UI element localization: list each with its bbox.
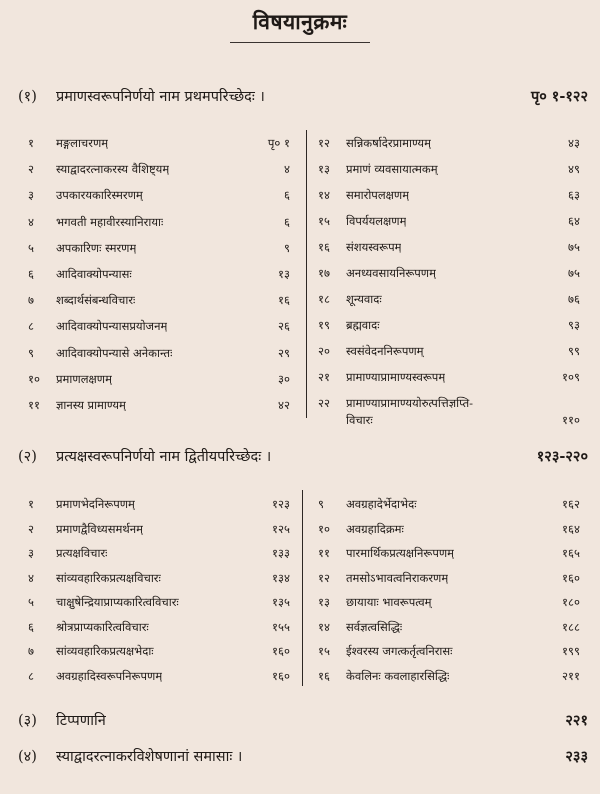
toc-entry-page: १६५: [562, 546, 580, 560]
toc-entry-number: २: [28, 162, 34, 177]
section-4-number: (४): [18, 749, 37, 765]
toc-entry-page: १२५: [272, 521, 290, 536]
toc-entry-page: १३: [278, 267, 290, 281]
toc-entry-page: ६: [284, 188, 290, 203]
toc-entry-title: पारमार्थिकप्रत्यक्षनिरूपणम्: [346, 546, 455, 560]
toc-entry-title: संशयस्वरूपम्: [346, 240, 402, 254]
toc-entry-title: आदिवाक्योपन्यासः: [56, 267, 132, 281]
toc-entry-title: ब्रह्मवादः: [346, 318, 380, 332]
toc-entry-page: ९: [284, 240, 290, 255]
toc-entry-number: १९: [318, 318, 330, 332]
toc-entry-title: स्याद्वादरत्नाकरस्य वैशिष्ट्यम्: [56, 162, 170, 177]
toc-entry-page: २११: [562, 668, 580, 683]
toc-entry-page: ६४: [568, 214, 580, 228]
toc-entry-title: शून्यवादः: [346, 292, 382, 306]
toc-entry-number: ११: [28, 398, 40, 412]
toc-entry-title: शब्दार्थसंबन्धविचारः: [56, 293, 136, 308]
toc-entry-page: १६०: [272, 668, 290, 683]
toc-entry-page: २६: [278, 319, 290, 334]
section-4-pages: २३३: [565, 748, 588, 765]
toc-entry-page: ३०: [278, 371, 290, 386]
section-4-title: स्याद्वादरत्नाकरविशेषणानां समासाः ।: [56, 749, 243, 765]
section-2-pages: १२३-२२०: [536, 448, 588, 465]
toc-entry-number: ३: [28, 188, 34, 203]
toc-entry-title: सांव्यवहारिकप्रत्यक्षभेदाः: [56, 644, 154, 658]
section-1-pages: पृ० १-१२२: [530, 88, 588, 105]
toc-entry-title: भगवती महावीरस्यानिरायाः: [56, 214, 164, 229]
toc-entry-page: १८०: [562, 595, 580, 609]
section-1-number: (१): [18, 89, 37, 105]
toc-entry-page: ४९: [568, 162, 580, 176]
page-title: विषयानुक्रमः: [252, 9, 348, 34]
toc-entry-title: मङ्गलाचरणम्: [56, 136, 109, 150]
toc-entry-number: १५: [318, 644, 330, 658]
toc-entry-page: १६२: [562, 497, 580, 511]
section-3-title: टिप्पणानि: [56, 713, 106, 729]
toc-entry-title: सर्वज्ञत्वसिद्धिः: [346, 619, 403, 634]
section-1-divider: [306, 130, 307, 418]
toc-entry-number: १२: [318, 136, 330, 150]
toc-entry-page: १३३: [272, 546, 290, 560]
toc-entry-title: प्रमाणद्वैविध्यसमर्थनम्: [56, 521, 143, 536]
toc-entry-page: १०९: [562, 370, 580, 384]
toc-entry-title: अनध्यवसायनिरूपणम्: [346, 266, 436, 280]
toc-entry-title: प्रमाणभेदनिरूपणम्: [56, 497, 135, 511]
toc-entry-page: ११०: [562, 413, 580, 427]
toc-entry-page: १९९: [562, 644, 580, 658]
toc-entry-page: ६३: [568, 188, 580, 202]
toc-entry-page: ९९: [568, 344, 580, 358]
toc-entry-page: ६: [284, 214, 290, 229]
toc-entry-title: प्रामाण्याप्रामाण्यस्वरूपम्: [346, 370, 446, 384]
toc-entry-title: अवग्रहादिक्रमः: [346, 521, 404, 536]
toc-entry-number: १२: [318, 570, 330, 585]
section-1-right-column: [318, 136, 580, 426]
toc-entry-page: २९: [278, 345, 290, 360]
toc-entry-page: ९३: [568, 318, 580, 332]
toc-entry-number: १०: [318, 521, 330, 536]
toc-entry-title: प्रमाणलक्षणम्: [56, 371, 112, 386]
toc-entry-number: ७: [28, 644, 34, 658]
toc-entry-number: ९: [28, 345, 34, 360]
toc-entry-number: २१: [318, 370, 330, 384]
section-2-right-column: [318, 497, 580, 687]
toc-entry-title: प्रमाणं व्यवसायात्मकम्: [346, 162, 438, 176]
toc-entry-title: सन्निकर्षादेरप्रामाण्यम्: [346, 136, 431, 150]
toc-entry-number: १६: [318, 668, 330, 683]
toc-entry-page: ४२: [278, 398, 290, 412]
toc-entry-title: अवग्रहादिस्वरूपनिरूपणम्: [56, 668, 163, 683]
section-2-title: प्रत्यक्षस्वरूपनिर्णयो नाम द्वितीयपरिच्छेदः ।: [56, 449, 272, 465]
toc-entry-page: १६: [278, 293, 290, 308]
toc-entry-title-continued: विचारः: [346, 413, 373, 427]
toc-entry-number: १०: [28, 371, 40, 386]
toc-entry-page: १३५: [272, 595, 290, 609]
toc-entry-number: १५: [318, 214, 330, 228]
title-underline: [230, 42, 370, 43]
toc-entry-number: ६: [28, 267, 34, 281]
toc-entry-page: १६४: [562, 521, 580, 536]
toc-entry-page: पृ० १: [267, 136, 290, 150]
section-2-left-column: [28, 497, 290, 687]
toc-entry-number: १४: [318, 188, 330, 202]
toc-entry-number: २: [28, 521, 34, 536]
toc-entry-title: तमसोऽभावत्वनिराकरणम्: [346, 570, 449, 585]
toc-entry-title: स्वसंवेदननिरूपणम्: [346, 344, 424, 358]
toc-entry-number: २२: [318, 396, 330, 410]
toc-entry-number: १३: [318, 162, 330, 176]
toc-entry-page: ७६: [568, 292, 580, 306]
toc-entry-title: सांव्यवहारिकप्रत्यक्षविचारः: [56, 570, 161, 585]
toc-entry-page: १६०: [562, 570, 580, 585]
toc-entry-title: श्रोत्रप्राप्यकारित्वविचारः: [56, 619, 149, 634]
toc-entry-page: १८८: [562, 619, 580, 634]
toc-entry-number: १८: [318, 292, 330, 306]
section-3-pages: २२१: [565, 712, 588, 729]
toc-entry-page: ७५: [568, 266, 580, 280]
toc-entry-title: ईश्वरस्य जगत्कर्तृत्वनिरासः: [346, 644, 453, 658]
toc-entry-number: ९: [318, 497, 324, 511]
toc-entry-title: अवग्रहादेर्भेदाभेदः: [346, 497, 417, 511]
toc-entry-title: चाक्षुषेन्द्रियाप्राप्यकारित्वविचारः: [56, 595, 179, 609]
section-1-title: प्रमाणस्वरूपनिर्णयो नाम प्रथमपरिच्छेदः ।: [56, 89, 265, 105]
toc-entry-title: आदिवाक्योपन्यासे अनेकान्तः: [56, 345, 173, 360]
toc-entry-number: ५: [28, 595, 34, 609]
toc-entry-number: ८: [28, 319, 34, 334]
toc-entry-title: केवलिनः कवलाहारसिद्धिः: [346, 668, 450, 683]
toc-entry-title: समारोपलक्षणम्: [346, 188, 410, 202]
section-2-divider: [302, 490, 303, 686]
toc-entry-number: ४: [28, 570, 34, 585]
toc-entry-page: १३४: [272, 570, 290, 585]
toc-entry-page: १२३: [272, 497, 290, 511]
toc-entry-page: १५५: [272, 619, 290, 634]
toc-entry-number: ६: [28, 619, 34, 634]
toc-entry-number: ५: [28, 240, 34, 255]
toc-entry-number: ३: [28, 546, 34, 560]
section-3-number: (३): [18, 713, 37, 729]
section-2-number: (२): [18, 449, 37, 465]
toc-entry-number: १४: [318, 619, 330, 634]
toc-entry-number: ४: [28, 214, 34, 229]
toc-entry-title: ज्ञानस्य प्रामाण्यम्: [56, 398, 126, 412]
toc-entry-number: १७: [318, 266, 330, 280]
toc-entry-number: ८: [28, 668, 34, 683]
toc-entry-number: १: [28, 136, 34, 150]
toc-entry-page: १६०: [272, 644, 290, 658]
toc-entry-page: ४: [284, 162, 290, 177]
toc-entry-number: २०: [318, 344, 330, 358]
section-1-left-column: [28, 136, 290, 426]
toc-entry-number: ७: [28, 293, 34, 308]
toc-entry-page: ७५: [568, 240, 580, 254]
toc-entry-title: विपर्ययलक्षणम्: [346, 214, 407, 228]
toc-entry-title: छायायाः भावरूपत्वम्: [346, 595, 432, 609]
toc-entry-number: १: [28, 497, 34, 511]
toc-entry-number: १३: [318, 595, 330, 609]
toc-entry-title: उपकारयकारिस्मरणम्: [56, 188, 143, 203]
toc-entry-title: प्रत्यक्षविचारः: [56, 546, 108, 560]
toc-entry-title: अपकारिणः स्मरणम्: [56, 240, 137, 255]
toc-entry-title: आदिवाक्योपन्यासप्रयोजनम्: [56, 319, 168, 334]
toc-entry-number: १६: [318, 240, 330, 254]
toc-entry-page: ४३: [568, 136, 580, 150]
toc-entry-number: ११: [318, 546, 330, 560]
toc-entry-title: प्रामाण्याप्रामाण्ययोरुत्पत्तिज्ञप्ति-: [346, 396, 474, 410]
